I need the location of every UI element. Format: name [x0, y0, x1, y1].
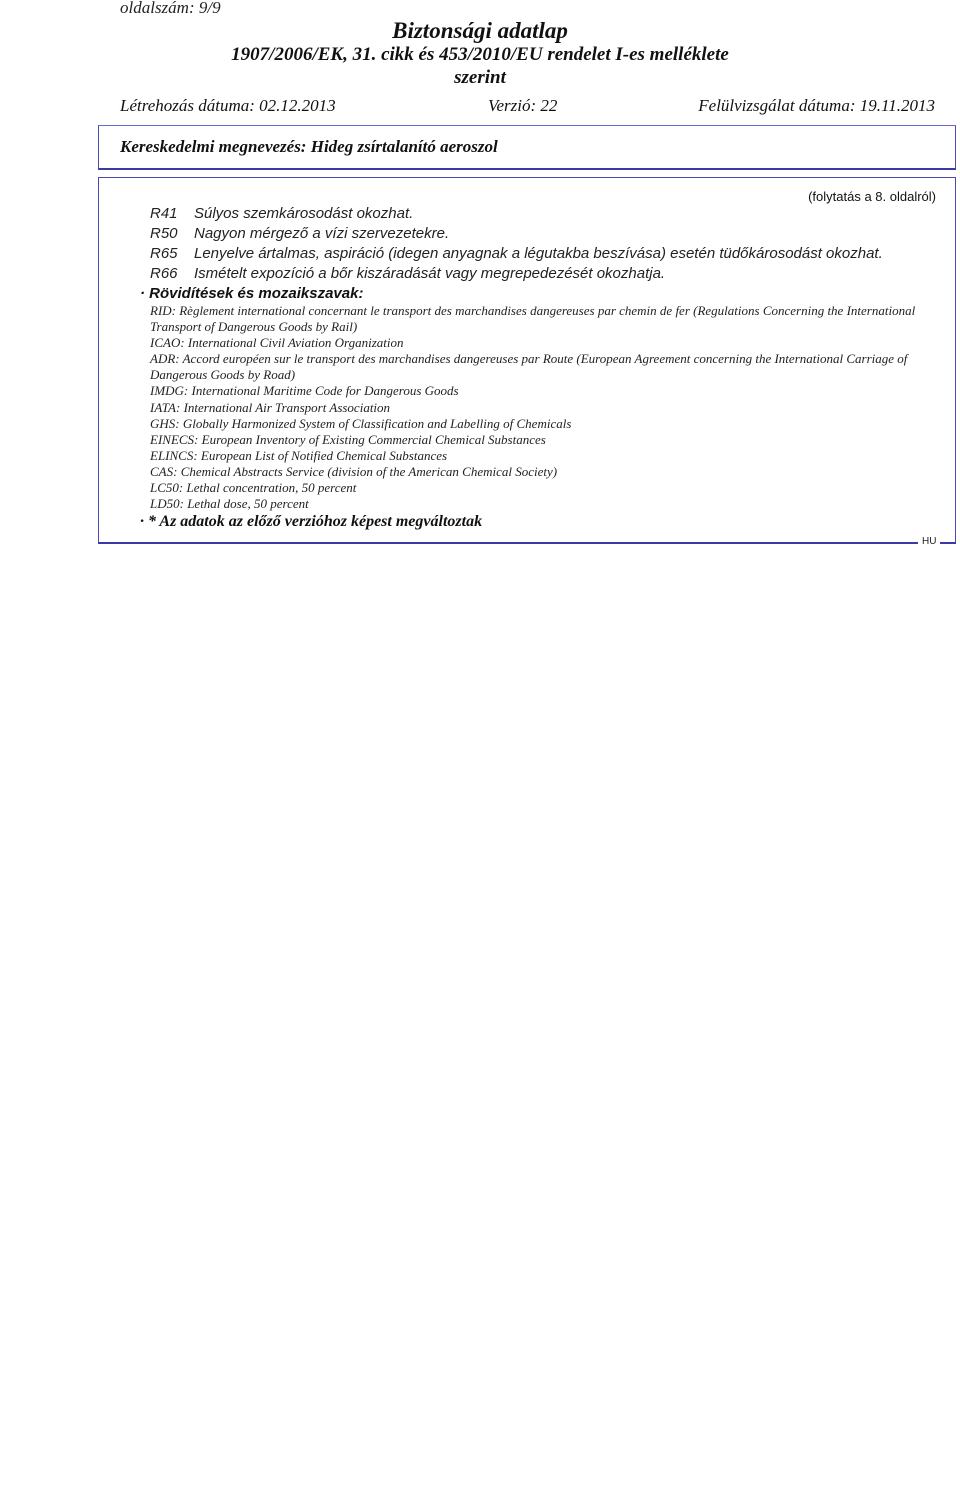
abbreviation-item: LD50: Lethal dose, 50 percent	[150, 496, 309, 512]
page-number: oldalszám: 9/9	[120, 0, 221, 17]
r-phrase-text: Nagyon mérgező a vízi szervezetekre.	[194, 225, 450, 242]
r-phrase-item	[150, 245, 883, 262]
r-phrase-text: Súlyos szemkárosodást okozhat.	[194, 205, 414, 222]
r-phrase-item	[150, 205, 413, 222]
r-phrase-code: R50	[150, 225, 178, 242]
r-phrase-code: R65	[150, 245, 178, 262]
version-number: Verzió: 22	[488, 96, 558, 115]
abbreviation-item: CAS: Chemical Abstracts Service (division of the American Chemical Society)	[150, 463, 558, 479]
continued-from-note: (folytatás a 8. oldalról)	[808, 189, 936, 204]
changed-data-note: · * Az adatok az előző verzióhoz képest megváltoztak	[140, 513, 483, 530]
r-phrase-text: Ismételt expozíció a bőr kiszáradását vagy megrepedezését okozhatja.	[194, 265, 666, 282]
language-code: HU	[918, 536, 940, 547]
regulation-subtitle-continued: szerint	[454, 67, 506, 88]
r-phrase-item	[150, 225, 449, 242]
abbreviation-item: EINECS: European Inventory of Existing Commercial Chemical Substances	[150, 431, 546, 447]
r-phrase-code: R41	[150, 205, 178, 222]
abbreviation-item: RID: Règlement international concernant le transport des marchandises dangereuses par chemin de fer (Regulations Concerning the International Transport of Dangerous Goods by Rail)	[150, 303, 916, 335]
abbreviation-item: LC50: Lethal concentration, 50 percent	[150, 480, 357, 496]
abbreviation-item: IMDG: International Maritime Code for Dangerous Goods	[150, 383, 459, 399]
r-phrase-item	[150, 265, 665, 282]
abbreviation-item: ELINCS: European List of Notified Chemical Substances	[150, 447, 448, 463]
r-phrase-text: Lenyelve ártalmas, aspiráció (idegen anyagnak a légutakba beszívása) esetén tüdőkárosodást okozhat.	[194, 245, 883, 262]
trade-name: Kereskedelmi megnevezés: Hideg zsírtalanító aeroszol	[120, 137, 498, 156]
regulation-subtitle: 1907/2006/EK, 31. cikk és 453/2010/EU rendelet I-es melléklete	[231, 44, 729, 65]
created-date: Létrehozás dátuma: 02.12.2013	[120, 96, 336, 115]
abbreviation-item: ADR: Accord européen sur le transport des marchandises dangereuses par Route (European Agreement concerning the International Carriage of Dangerous Goods by Road)	[150, 351, 908, 383]
document-title: Biztonsági adatlap	[392, 18, 568, 43]
abbreviation-item: ICAO: International Civil Aviation Organization	[150, 335, 404, 351]
r-phrase-code: R66	[150, 265, 178, 282]
abbreviation-item: IATA: International Air Transport Association	[150, 399, 391, 415]
abbreviations-heading: · Rövidítések és mozaikszavak:	[140, 285, 364, 302]
abbreviations-list	[150, 303, 920, 512]
revision-date: Felülvizsgálat dátuma: 19.11.2013	[698, 96, 935, 115]
abbreviation-item: GHS: Globally Harmonized System of Classification and Labelling of Chemicals	[150, 415, 572, 431]
